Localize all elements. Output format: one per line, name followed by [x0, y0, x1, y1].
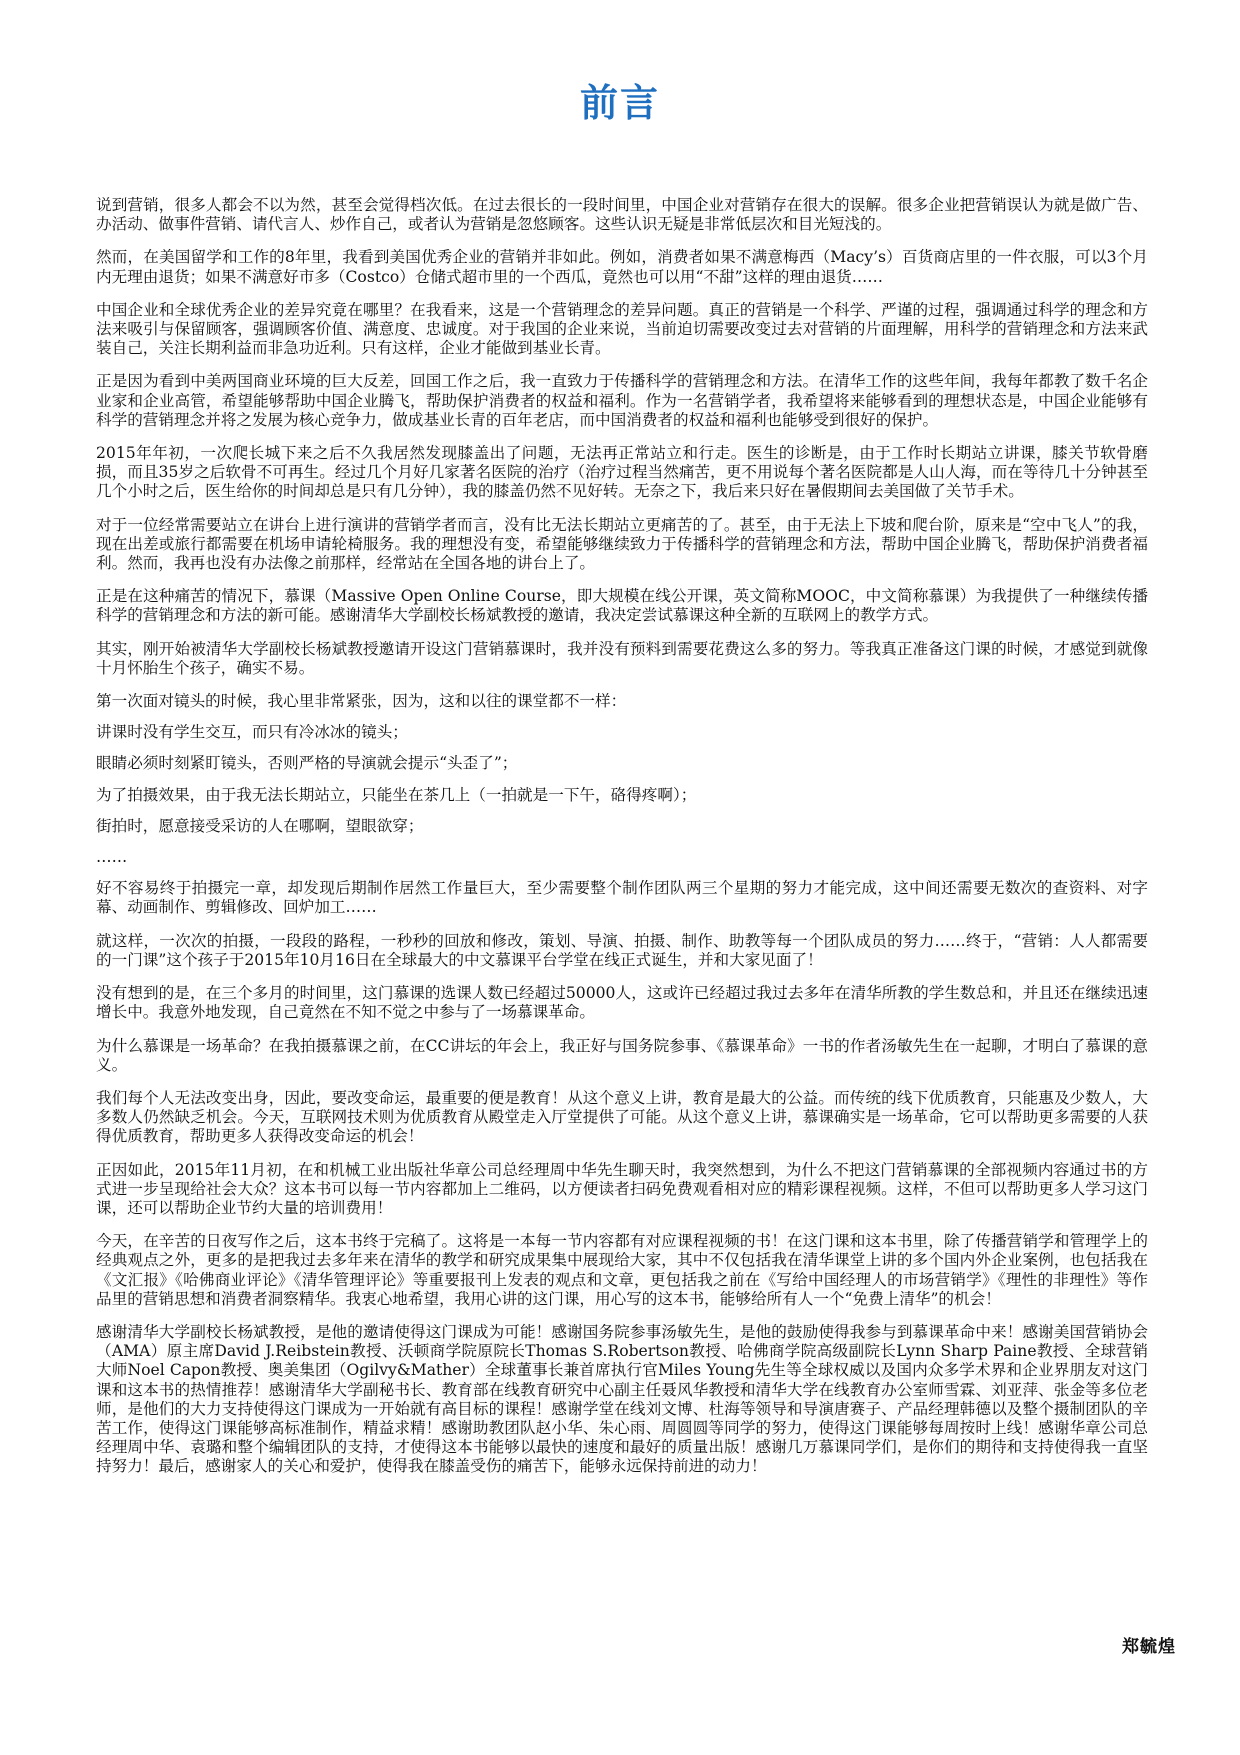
paragraph: 说到营销，很多人都会不以为然，甚至会觉得档次低。在过去很长的一段时间里，中国企业对营销存在很大的误解。很多企业把营销误认为就是做广告、办活动、做事件营销、请代言人、炒作自己，或者认为营销是忽悠顾客。这些认识无疑是非常低层次和目光短浅的。: [96, 196, 1148, 234]
paragraph: 我们每个人无法改变出身，因此，要改变命运，最重要的便是教育！从这个意义上讲，教育是最大的公益。而传统的线下优质教育，只能惠及少数人，大多数人仍然缺乏机会。今天，互联网技术则为优质教育从殿堂走入厅堂提供了可能。从这个意义上讲，慕课确实是一场革命，它可以帮助更多需要的人获得优质教育，帮助更多人获得改变命运的机会！: [96, 1088, 1148, 1146]
paragraph: 感谢清华大学副校长杨斌教授，是他的邀请使得这门课成为可能！感谢国务院参事汤敏先生，是他的鼓励使得我参与到慕课革命中来！感谢美国营销协会（AMA）原主席David J.Reibstein教授、沃顿商学院原院长Thomas S.Robertson教授、哈佛商学院高级副院长Lynn Sharp Paine教授、全球营销大师Noel Capon教授、奥美集团（Ogilvy&Mather）全球董事长兼首席执行官Miles Young先生等全球权威以及国内众多学术界和企业界朋友对这门课和这本书的热情推荐！感谢清华大学副秘书长、教育部在线教育研究中心副主任聂风华教授和清华大学在线教育办公室师雪霖、刘亚萍、张金等多位老师，是他们的大力支持使得这门课成为一开始就有高目标的课程！感谢学堂在线刘文博、杜海等领导和导演唐赛子、产品经理韩德以及整个摄制团队的辛苦工作，使得这门课能够高标准制作，精益求精！感谢助教团队赵小华、朱心雨、周圆圆等同学的努力，使得这门课能够每周按时上线！感谢华章公司总经理周中华、袁璐和整个编辑团队的支持，才使得这本书能够以最快的速度和最好的质量出版！感谢几万慕课同学们，是你们的期待和支持使得我一直坚持努力！最后，感谢家人的关心和爱护，使得我在膝盖受伤的痛苦下，能够永远保持前进的动力！: [96, 1322, 1148, 1476]
paragraph: 其实，刚开始被清华大学副校长杨斌教授邀请开设这门营销慕课时，我并没有预料到需要花费这么多的努力。等我真正准备这门课的时候，才感觉到就像十月怀胎生个孩子，确实不易。: [96, 639, 1148, 677]
paragraph: 街拍时，愿意接受采访的人在哪啊，望眼欲穿；: [96, 816, 424, 835]
paragraph: 好不容易终于拍摄完一章，却发现后期制作居然工作量巨大，至少需要整个制作团队两三个星期的努力才能完成，这中间还需要无数次的查资料、对字幕、动画制作、剪辑修改、回炉加工……: [96, 879, 1148, 917]
paragraph: 2015年年初，一次爬长城下来之后不久我居然发现膝盖出了问题，无法再正常站立和行走。医生的诊断是，由于工作时长期站立讲课，膝关节软骨磨损，而且35岁之后软骨不可再生。经过几个月好几家著名医院的治疗（治疗过程当然痛苦，更不用说每个著名医院都是人山人海，而在等待几十分钟甚至几个小时之后，医生给你的时间却总是只有几分钟），我的膝盖仍然不见好转。无奈之下，我后来只好在暑假期间去美国做了关节手术。: [96, 444, 1148, 501]
paragraph: 正是因为看到中美两国商业环境的巨大反差，回国工作之后，我一直致力于传播科学的营销理念和方法。在清华工作的这些年间，我每年都教了数千名企业家和企业高管，希望能够帮助中国企业腾飞，帮助保护消费者的权益和福利。作为一名营销学者，我希望将来能够看到的理想状态是，中国企业能够有科学的营销理念并将之发展为核心竞争力，做成基业长青的百年老店，而中国消费者的权益和福利也能够受到很好的保护。: [96, 372, 1148, 429]
paragraph: 没有想到的是，在三个多月的时间里，这门慕课的选课人数已经超过50000人，这或许已经超过我过去多年在清华所教的学生数总和，并且还在继续迅速增长中。我意外地发现，自己竟然在不知不觉之中参与了一场慕课革命。: [96, 984, 1148, 1022]
paragraph: 今天，在辛苦的日夜写作之后，这本书终于完稿了。这将是一本每一节内容都有对应课程视频的书！在这门课和这本书里，除了传播营销学和管理学上的经典观点之外，更多的是把我过去多年来在清华的教学和研究成果集中展现给大家，其中不仅包括我在清华课堂上讲的多个国内外企业案例，也包括我在《文汇报》《哈佛商业评论》《清华管理评论》等重要报刊上发表的观点和文章，更包括我之前在《写给中国经理人的市场营销学》《理性的非理性》等作品里的营销思想和消费者洞察精华。我衷心地希望，我用心讲的这门课，用心写的这本书，能够给所有人一个“免费上清华”的机会！: [96, 1232, 1148, 1308]
paragraph: 正是在这种痛苦的情况下，慕课（Massive Open Online Course，即大规模在线公开课，英文简称MOOC，中文简称慕课）为我提供了一种继续传播科学的营销理念和方法的新可能。感谢清华大学副校长杨斌教授的邀请，我决定尝试慕课这种全新的互联网上的教学方式。: [96, 587, 1148, 625]
paragraph: 为什么慕课是一场革命？在我拍摄慕课之前，在CC讲坛的年会上，我正好与国务院参事、《慕课革命》一书的作者汤敏先生在一起聊，才明白了慕课的意义。: [96, 1036, 1148, 1074]
paragraph: 正因如此，2015年11月初，在和机械工业出版社华章公司总经理周中华先生聊天时，我突然想到，为什么不把这门营销慕课的全部视频内容通过书的方式进一步呈现给社会大众？这本书可以每一节内容都加上二维码，以方便读者扫码免费观看相对应的精彩课程视频。这样，不但可以帮助更多人学习这门课，还可以帮助企业节约大量的培训费用！: [96, 1160, 1148, 1217]
paragraph: ……: [96, 848, 128, 867]
page-title: 前言: [579, 81, 660, 125]
paragraph: 就这样，一次次的拍摄，一段段的路程，一秒秒的回放和修改，策划、导演、拍摄、制作、助教等每一个团队成员的努力……终于，“营销：人人都需要的一门课”这个孩子于2015年10月16日在全球最大的中文慕课平台学堂在线正式诞生，并和大家见面了！: [96, 931, 1148, 969]
preface-body: [96, 196, 1148, 1491]
paragraph: 眼睛必须时刻紧盯镜头，否则严格的导演就会提示“头歪了”；: [96, 754, 518, 773]
paragraph: 然而，在美国留学和工作的8年里，我看到美国优秀企业的营销并非如此。例如，消费者如果不满意梅西（Macy’s）百货商店里的一件衣服，可以3个月内无理由退货；如果不满意好市多（Costco）仓储式超市里的一个西瓜，竟然也可以用“不甜”这样的理由退货……: [96, 248, 1148, 286]
author-signature: 郑毓煌: [1122, 1637, 1176, 1657]
paragraph: 讲课时没有学生交互，而只有冷冰冰的镜头；: [96, 723, 408, 742]
paragraph: 第一次面对镜头的时候，我心里非常紧张，因为，这和以往的课堂都不一样：: [96, 692, 627, 711]
paragraph: 对于一位经常需要站立在讲台上进行演讲的营销学者而言，没有比无法长期站立更痛苦的了。甚至，由于无法上下坡和爬台阶，原来是“空中飞人”的我，现在出差或旅行都需要在机场申请轮椅服务。我的理想没有变，希望能够继续致力于传播科学的营销理念和方法，帮助中国企业腾飞，帮助保护消费者福利。然而，我再也没有办法像之前那样，经常站在全国各地的讲台上了。: [96, 515, 1148, 573]
paragraph: 中国企业和全球优秀企业的差异究竟在哪里？在我看来，这是一个营销理念的差异问题。真正的营销是一个科学、严谨的过程，强调通过科学的理念和方法来吸引与保留顾客，强调顾客价值、满意度、忠诚度。对于我国的企业来说，当前迫切需要改变过去对营销的片面理解，用科学的营销理念和方法来武装自己，关注长期利益而非急功近利。只有这样，企业才能做到基业长青。: [96, 300, 1148, 358]
paragraph: 为了拍摄效果，由于我无法长期站立，只能坐在茶几上（一拍就是一下午，硌得疼啊）；: [96, 785, 697, 804]
